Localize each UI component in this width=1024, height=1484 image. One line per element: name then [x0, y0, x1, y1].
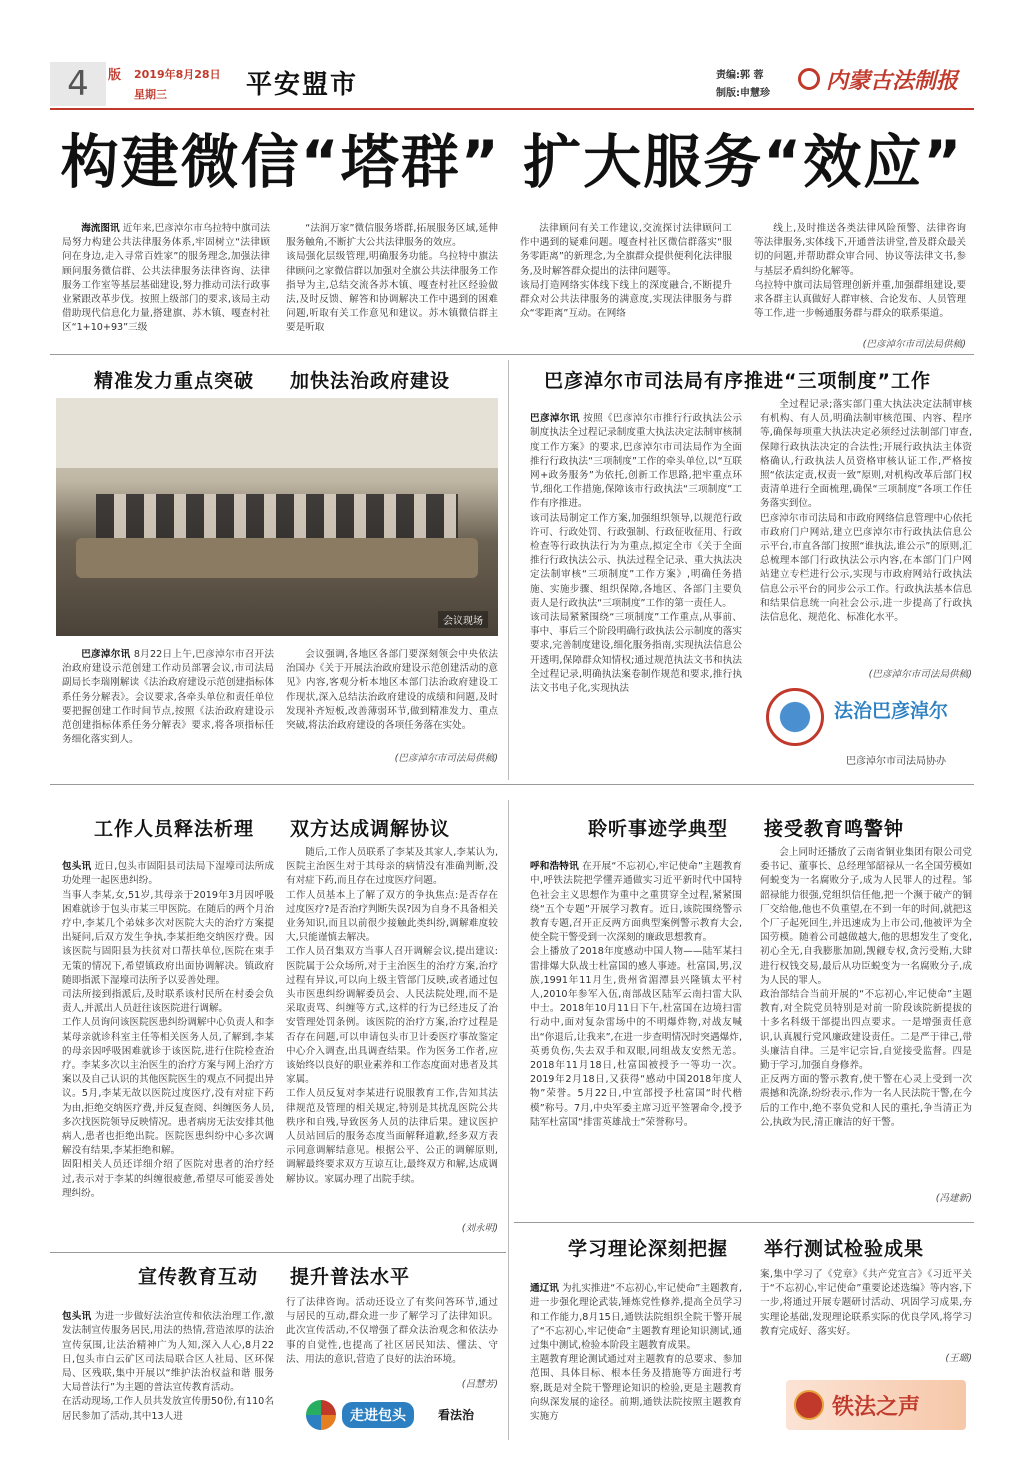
paragraph: 为扎实推进“不忘初心,牢记使命”主题教育,进一步强化理论武装,锤炼党性修养,提高全员学习和工作能力,8月15日,通铁法院组织全院干警开展了“不忘初心,牢记使命”主题教育理论知识测试,通过集中测试,检验本阶段主题教育成果。 主题教育理论测试通过对主题教育的总要求、参加范围、具体目标、根本任务及措施等方面进行考察,既是对全院干警理论知识的检验,更是主题教育向纵深发展的途径。前期,通铁法院按照主题教育实施方	[530, 1283, 742, 1423]
page-ban: 版	[108, 68, 122, 83]
lead-article-col-1	[62, 222, 270, 350]
divider	[50, 354, 974, 355]
lead-article-col-2: “法润万家”微信服务塔群,拓展服务区域,延伸服务触角,不断扩大公共法律服务的效应。 该局强化层级管理,明确服务功能。乌拉特中旗法律顾问之家微信群以加强对全旗公共法律服务工作指导为主,总结交流各苏木镇、嘎查村社区经验做法,及时反馈、解答和协调解决工作中遇到的困难问题,听取有关工作意见和建议。苏木镇微信群主要是听取	[286, 223, 498, 334]
logo-title: 铁法之声	[832, 1395, 921, 1420]
lead-article-byline: (巴彦淖尔市司法局供稿)	[862, 339, 966, 350]
headline-mediation-left: 工作人员释法析理	[94, 818, 255, 840]
meeting-photo	[56, 398, 498, 636]
three-byline: (巴彦淖尔市司法局供稿)	[868, 669, 972, 680]
headline-study-left: 学习理论深刻把握	[568, 1238, 729, 1260]
three-col-1	[530, 398, 742, 770]
issue-weekday: 星期三	[134, 88, 167, 101]
column-divider	[508, 360, 509, 780]
study-col-2: 案,集中学习了《党章》《共产党宣言》《习近平关于“不忘初心,牢记使命”重要论述选编》等内容,下一步,将通过开展专题研讨活动、巩固学习成果,夯实理论基础,发现理论联系实际的优良学风,将学习教育完成好、落实好。	[760, 1269, 972, 1337]
photo-back-wall	[56, 398, 498, 468]
tiefa-zhisheng-logo	[786, 1380, 966, 1430]
dateline: 巴彦淖尔讯	[81, 649, 131, 660]
hero-col-2: 会上同时还播放了云南省铜业集团有限公司党委书记、董事长、总经理邹韶禄从一名全国劳模如何蜕变为一名腐败分子,成为人民罪人的过程。邹韶禄能力很强,党组织信任他,把一个濒于破产的铜厂交给他,他也不负重望,在不到一年的时间,就把这个厂子起死回生,并迅速成为上市公司,他被评为全国劳模。随着公司越做越大,他的思想发生了变化,初心全无,自我膨胀加剧,觊觎专权,贪污受贿,大肆进行权钱交易,最后从功臣蜕变为一名腐败分子,成为人民的罪人。 政治部结合当前开展的“不忘初心,牢记使命”主题教育,对全院党员特别是对前一阶段该院新提拔的十多名科级干部提出四点要求。一是增强责任意识,认真履行党风廉政建设责任。二是严于律己,带头廉洁自律。三是牢记宗旨,自觉接受监督。四是勤于学习,加强自身修养。 正反两方面的警示教育,使干警在心灵上受到一次震撼和洗涤,纷纷表示,作为一名人民法院干警,在今后的工作中,绝不辜负党和人民的重托,争当清正为公,执政为民,清正廉洁的好干警。	[760, 847, 972, 1128]
headline-mediation-right: 双方达成调解协议	[290, 818, 451, 840]
headline-publicity-right: 提升普法水平	[290, 1266, 411, 1288]
photo-table	[76, 538, 478, 578]
dateline: 包头讯	[62, 1311, 92, 1323]
page-number: 4	[50, 62, 106, 106]
paragraph: 近年来,巴彦淖尔市乌拉特中旗司法局努力构建公共法律服务体系,牢固树立“法律顾问在身边,走入寻常百姓家”的服务理念,加强法律顾问服务微信群、公共法律服务法律咨询、法律服务工作室等基层基础建设,努力推动司法行政事业紧跟改革步伐。按照上级部门的要求,该局主动借助现代信息化力量,搭建旗、苏木镇、嘎查村社区“1+10+93”三级	[62, 223, 270, 334]
publicity-col-1	[62, 1296, 274, 1438]
publicity-col-2: 行了法律咨询。活动还设立了有奖问答环节,通过与居民的互动,群众进一步了解学习了法律知识。此次宣传活动,不仅增强了群众法治观念和依法办事的自觉性,也提高了社区居民知法、懂法、守法、用法的意识,营造了良好的法治环境。	[286, 1297, 498, 1365]
paragraph: 在开展“不忘初心,牢记使命”主题教育中,呼铁法院把学懂弄通做实习近平新时代中国特色社会主义思想作为重中之重贯穿全过程,紧紧围绕“五个专题”开展学习教育。近日,该院围绕警示教育专题,召开正反两方面典型案例警示教育大会,使全院干警受到一次深刻的廉政思想教育。 会上播放了2018年度感动中国人物——陆军某扫雷排爆大队战士杜富国的感人事迹。杜富国,男,汉族,1991年11月生,贵州省湄潭县兴隆镇太平村人,2010年参军入伍,南部战区陆军云南扫雷大队中士。2018年10月11日下午,杜富国在边境扫雷行动中,面对复杂雷场中的不明爆炸物,对战友喊出“你退后,让我来”,在进一步查明情况时突遇爆炸,英勇负伤,失去双手和双眼,同组战友安然无恙。2018年11月18日,杜富国被授予一等功一次。2019年2月18日,又获得“感动中国2018年度人物”荣誉。5月22日,中宣部授予杜富国“时代楷模”称号。7月,中央军委主席习近平签署命令,授予陆军杜富国“排雷英雄战士”荣誉称号。	[530, 861, 742, 1128]
column-divider	[508, 800, 509, 1440]
court-emblem-icon	[794, 1390, 824, 1420]
issue-date: 2019年8月28日	[134, 68, 221, 81]
paragraph: 为进一步做好法治宣传和依法治理工作,激发法制宣传服务居民,用法的热情,营造浓厚的法治宣传氛围,让法治精神广为人知,深入人心,8月22日,包头市白云矿区司法局联合区人社局、区环保局、区残联,集中开展以“维护法治权益和谐 服务大局普法行”为主题的普法宣传教育活动。 在活动现场,工作人员共发放宣传册50份,有110名居民参加了活动,其中13人进	[62, 1311, 274, 1422]
emblem-icon	[766, 688, 824, 746]
mediation-col-2: 随后,工作人员联系了李某及其家人,李某认为,医院主治医生对于其母亲的病情没有准确判断,没有对症下药,而且存在过度医疗问题。 工作人员基本上了解了双方的争执焦点:是否存在过度医疗?是否治疗判断失误?因为自身不具备相关业务知识,而且以前很少接触此类纠纷,调解难度较大,只能谨慎去解决。 工作人员召集双方当事人召开调解会议,提出建议:医院属于公众场所,对于主治医生的治疗方案,治疗过程有异议,可以向上级主管部门反映,或者通过包头市医患纠纷调解委员会、人民法院处理,而不是采取责骂、纠缠等方式,这样的行为已经违反了治安管理处罚条例。该医院的治疗方案,治疗过程是否存在问题,可以申请包头市卫计委医疗事故鉴定中心介入调查,出具调查结果。作为医务工作者,应该始终以良好的职业素养和工作态度面对患者及其家属。 工作人员反复对李某进行说服教育工作,告知其法律规范及管理的相关规定,特别是其扰乱医院公共秩序和自残,导致医务人员的法律后果。建议医护人员站回后的服务态度当面解释道歉,经多双方表示同意调解结意见。根据公平、公正的调解原则,调解最终要求双方互谅互让,最终双方和解,达成调解协议。家属办理了出院手续。	[286, 847, 498, 1185]
headline-hero-left: 聆听事迹学典型	[588, 818, 729, 840]
masthead	[50, 62, 974, 106]
mediation-col-1	[62, 846, 274, 1248]
logo-subtitle: 看法治	[438, 1408, 475, 1422]
section-title: 平安盟市	[246, 70, 359, 100]
publicity-byline: (吕慧芳)	[461, 1379, 498, 1390]
gov-byline: (巴彦淖尔市司法局供稿)	[394, 753, 498, 764]
dateline: 通辽讯	[530, 1283, 559, 1295]
logo-title: 法治巴彦淖尔	[834, 700, 949, 722]
study-byline: (王璐)	[945, 1353, 972, 1364]
zoujin-baotou-logo	[306, 1398, 502, 1432]
logo-swirl-icon	[306, 1400, 336, 1430]
lead-article-col-4: 线上,及时推送各类法律风险预警、法律咨询等法律服务,实体线下,开通普法讲堂,普及群众最关切的问题,并帮助群众审合同、协议等法律文书,参与基层矛盾纠纷化解等。 乌拉特中旗司法局管理创新并重,加强群组建设,要求各群主认真做好人群审核、合论发布、人员管理等工作,进一步畅通服务群与群众的联系渠道。	[754, 223, 966, 320]
dateline: 海流图讯	[81, 223, 120, 234]
paragraph: 按照《巴彦淖尔市推行行政执法公示制度执法全过程记录制度重大执法决定法制审核制度工作方案》的要求,巴彦淖尔市司法局作为全面推行行政执法“三项制度”工作的牵头单位,以“互联网+政务服务”为依托,创新工作思路,把牢重点环节,细化工作措施,保障该市行政执法“三项制度”工作有序推进。 该司法局制定工作方案,加强组织领导,以规范行政许可、行政处罚、行政强制、行政征收征用、行政检查等行政执法行为为重点,拟定全市《关于全面推行行政执法公示、执法过程全记录、重大执法决定法制审核“三项制度”工作方案》,明确任务措施、实施步骤、组织保障,各地区、各部门主要负责人是行政执法“三项制度”工作的第一责任人。 该司法局紧紧围绕“三项制度”工作重点,从事前、事中、事后三个阶段明确行政执法公示制度的落实要求,完善制度建设,细化服务指南,实现执法信息公开透明,保障群众知情权;通过规范执法文书和执法全过程记录,明确执法案卷制作规范和要求,推行执法文书电子化,实现执法	[530, 413, 742, 695]
paragraph: 8月22日上午,巴彦淖尔市召开法治政府建设示范创建工作动员部署会议,市司法局副局长李瑞刚解读《法治政府建设示范创建指标体系任务分解表》。会议要求,各牵头单位和责任单位要把握创建工作时间节点,按照《法治政府建设示范创建指标体系任务分解表》要求,将各项指标任务细化落实到人。	[62, 649, 274, 746]
producer-credit: 制版:申慧珍	[716, 88, 770, 99]
study-col-1	[530, 1268, 742, 1438]
headline-hero-right: 接受教育鸣警钟	[764, 818, 905, 840]
divider	[514, 1222, 974, 1223]
divider	[50, 1252, 506, 1253]
photo-attendees	[96, 494, 458, 538]
hero-byline: (冯建新)	[935, 1193, 972, 1204]
main-headline: 构建微信“塔群” 扩大服务“效应”	[60, 128, 964, 196]
headline-study-right: 举行测试检验成果	[764, 1238, 925, 1260]
lead-article-col-3: 法律顾问有关工作建议,交流探讨法律顾问工作中遇到的疑难问题。嘎查村社区微信群落实“服务零距离”的新理念,为全旗群众提供便利化法律服务,及时解答群众提出的法律问题等。 该局打造网络实体线下线上的深度融合,不断提升群众对公共法律服务的满意度,实现法律服务与群众“零距离”互动。在网络	[520, 223, 732, 320]
fazhi-bayannur-logo	[762, 686, 968, 748]
paragraph: 近日,包头市固阳县司法局下湿壕司法所成功处理一起医患纠纷。 当事人李某,女,51岁,其母亲于2019年3月因呼吸困难就诊于包头市某三甲医院。在随后的两个月治疗中,李某几个弟妹多次对医院大夫的治疗方案提出疑问,后双方发生争执,李某拒绝交纳医疗费。因该医院与固阳县为扶贫对口帮扶单位,医院在束手无策的情况下,希望镇政府出面协调解决。镇政府随即指派下湿壕司法所予以妥善处理。 司法所接到指派后,及时联系该村民所在村委会负责人,并派出人员赶往该医院进行调解。 工作人员询问该医院医患纠纷调解中心负责人和李某母亲就诊科室主任等相关医务人员,了解到,李某的母亲因呼吸困难就诊于该医院,进行住院检查治疗。李某多次以主治医生的治疗方案与网上治疗方案以及自己认识的其他医院医生的观点不同提出异议。5月,李某无故以医院过度医疗,没有对症下药为由,拒绝交纳医疗费,并反复查阅、纠缠医务人员,多次找医院领导反映情况。患者病房无法安排其他病人,患者也拒绝出院。医院医患纠纷中心多次调解没有结果,李某拒绝和解。 固阳相关人员还详细介绍了医院对患者的治疗经过,表示对于李某的纠缠很疲惫,希望尽可能妥善处理纠纷。	[62, 861, 274, 1199]
dateline: 包头讯	[62, 861, 92, 873]
divider	[50, 784, 974, 785]
headline-publicity-left: 宣传教育互动	[138, 1266, 259, 1288]
hero-col-1	[530, 846, 742, 1218]
logo-title: 走进包头	[342, 1402, 414, 1428]
dateline: 呼和浩特讯	[530, 861, 579, 873]
headline-three-systems: 巴彦淖尔市司法局有序推进“三项制度”工作	[544, 370, 931, 392]
logo-emblem-icon	[798, 68, 820, 90]
three-col-2: 全过程记录;落实部门重大执法决定法制审核有机构、有人员,明确法制审核范围、内容、程序等,确保每项重大执法决定必须经过法制部门审查,保障行政执法决定的合法性;开展行政执法主体资格确认,行政执法人员资格审核认证工作,严格按照“依法定责,权责一致”原则,对机构改革后部门权责清单进行全面梳理,确保“三项制度”各项工作任务落实到位。 巴彦淖尔市司法局和市政府网络信息管理中心依托市政府门户网站,建立巴彦淖尔市行政执法信息公示平台,市直各部门按照“谁执法,谁公示”的原则,汇总梳理本部门行政执法公示内容,在本部门门户网站建立专栏进行公示,实现与市政府网站行政执法信息公示平台的同步公示工作。行政执法基本信息和结果信息统一向社会公示,进一步提高了行政执法信息化、规范化、标准化水平。	[760, 399, 972, 624]
headline-gov-right: 加快法治政府建设	[290, 370, 451, 392]
photo-caption: 会议现场	[438, 611, 488, 628]
headline-gov-left: 精准发力重点突破	[94, 370, 255, 392]
newspaper-name: 内蒙古法制报	[826, 69, 959, 94]
gov-col-1	[62, 648, 274, 766]
logo-subtitle: 巴彦淖尔市司法局协办	[846, 756, 946, 767]
dateline: 巴彦淖尔讯	[530, 413, 580, 425]
editor-credit: 责编:郭 蓉	[716, 70, 764, 81]
gov-col-2: 会议强调,各地区各部门要深刻领会中央依法治国办《关于开展法治政府建设示范创建活动的意见》内容,客观分析本地区本部门法治政府建设工作现状,深入总结法治政府建设的成绩和问题,及时发现补齐短板,改善薄弱环节,做到精准发力、重点突破,将法治政府建设的各项任务落在实处。	[286, 649, 498, 732]
masthead-rule	[50, 108, 974, 110]
newspaper-logo	[798, 64, 974, 98]
mediation-byline: (刘永明)	[461, 1223, 498, 1234]
